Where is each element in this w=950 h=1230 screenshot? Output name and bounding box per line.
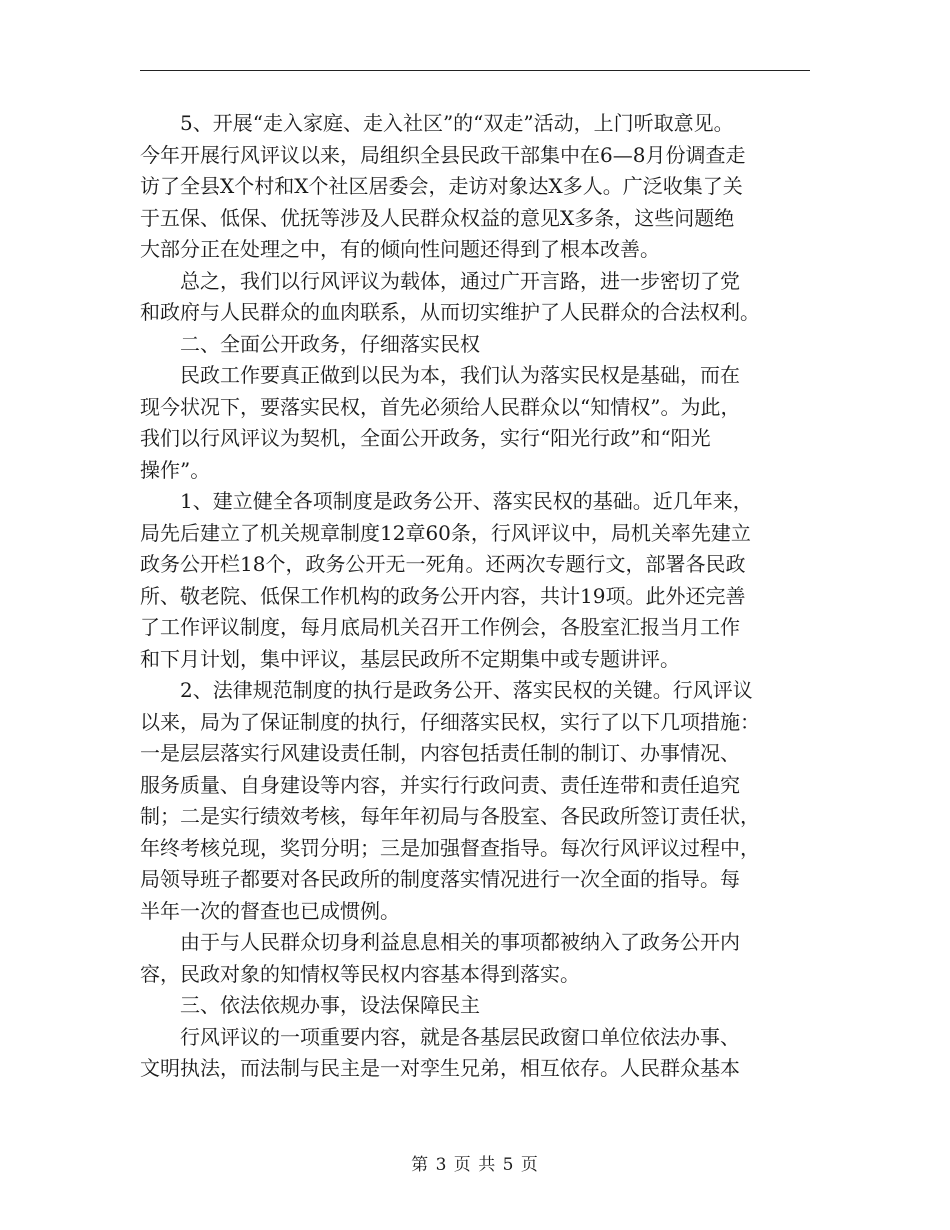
body-line: 和政府与人民群众的血肉联系，从而切实维护了人民群众的合法权利。 <box>140 300 760 324</box>
body-line: 1、建立健全各项制度是政务公开、落实民权的基础。近几年来， <box>140 489 753 513</box>
body-line: 以来，局为了保证制度的执行，仔细落实民权，实行了以下几项措施： <box>140 709 760 734</box>
body-line: 操作”。 <box>140 457 211 482</box>
body-line: 访了全县X个村和X个社区居委会，走访对象达X多人。广泛收集了关 <box>140 174 743 198</box>
body-line: 现今状况下，要落实民权，首先必须给人民群众以“知情权”。为此， <box>140 394 741 419</box>
section-heading: 三、依法依规办事，设法保障民主 <box>140 993 480 1017</box>
body-line: 总之，我们以行风评议为载体，通过广开言路，进一步密切了党 <box>140 268 740 293</box>
body-line: 容，民政对象的知情权等民权内容基本得到落实。 <box>140 961 580 986</box>
header-rule <box>140 70 810 71</box>
body-line: 民政工作要真正做到以民为本，我们认为落实民权是基础，而在 <box>140 363 740 387</box>
body-line: 大部分正在处理之中，有的倾向性问题还得到了根本改善。 <box>140 237 660 261</box>
body-line: 行风评议的一项重要内容，就是各基层民政窗口单位依法办事、 <box>140 1024 740 1049</box>
body-line: 2、法律规范制度的执行是政务公开、落实民权的关键。行风评议 <box>140 678 753 702</box>
body-line: 年终考核兑现，奖罚分明；三是加强督查指导。每次行风评议过程中， <box>140 835 760 860</box>
body-line: 局领导班子都要对各民政所的制度落实情况进行一次全面的指导。每 <box>140 867 740 891</box>
body-line: 5、开展“走入家庭、走入社区”的“双走”活动，上门听取意见。 <box>140 111 734 135</box>
body-line: 和下月计划，集中评议，基层民政所不定期集中或专题讲评。 <box>140 646 680 671</box>
body-line: 由于与人民群众切身利益息息相关的事项都被纳入了政务公开内 <box>140 930 740 954</box>
body-line: 了工作评议制度，每月底局机关召开工作例会，各股室汇报当月工作 <box>140 615 740 639</box>
body-line: 所、敬老院、低保工作机构的政务公开内容，共计19项。此外还完善 <box>140 583 746 608</box>
page-number: 第 3 页 共 5 页 <box>411 1155 539 1175</box>
body-line: 局先后建立了机关规章制度12章60条，行风评议中，局机关率先建立 <box>140 520 751 545</box>
body-line: 制；二是实行绩效考核，每年年初局与各股室、各民政所签订责任状， <box>140 804 760 828</box>
body-line: 今年开展行风评议以来，局组织全县民政干部集中在6—8月份调查走 <box>140 142 746 167</box>
body-line: 服务质量、自身建设等内容，并实行行政问责、责任连带和责任追究 <box>140 772 740 797</box>
section-heading: 二、全面公开政务，仔细落实民权 <box>140 331 480 356</box>
document-body <box>140 108 830 1085</box>
body-line: 一是层层落实行风建设责任制，内容包括责任制的制订、办事情况、 <box>140 741 740 765</box>
body-line: 于五保、低保、优抚等涉及人民群众权益的意见X多条，这些问题绝 <box>140 205 735 230</box>
body-line: 政务公开栏18个，政务公开无一死角。还两次专题行文，部署各民政 <box>140 552 746 576</box>
body-line: 文明执法，而法制与民主是一对孪生兄弟，相互依存。人民群众基本 <box>140 1056 740 1080</box>
body-line: 半年一次的督查也已成惯例。 <box>140 898 400 923</box>
body-line: 我们以行风评议为契机，全面公开政务，实行“阳光行政”和“阳光 <box>140 426 711 450</box>
